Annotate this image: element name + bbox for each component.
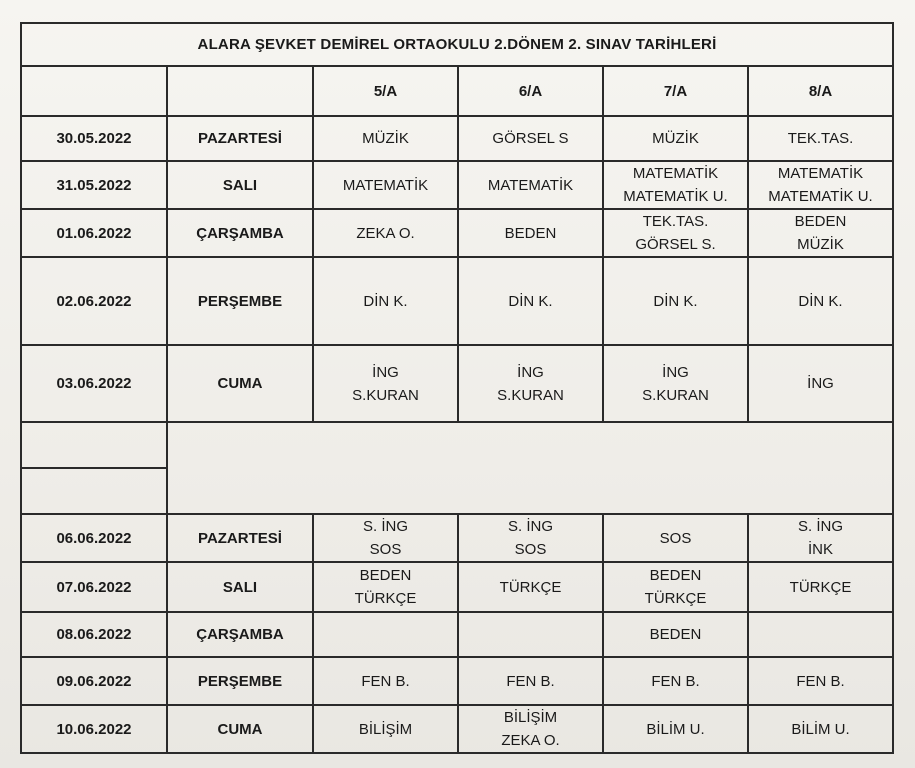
class-header-6a: 6/A	[458, 66, 603, 116]
subject-name: SOS	[514, 541, 547, 558]
subject-name: S. İNG	[797, 518, 843, 535]
weekday-cell: ÇARŞAMBA	[167, 209, 313, 257]
schedule-row	[21, 209, 893, 257]
subject-cell-5-a	[313, 705, 458, 753]
exam-date-cell: 31.05.2022	[21, 161, 167, 209]
subject-name: BİLİŞİM	[503, 709, 558, 726]
exam-date-cell: 02.06.2022	[21, 257, 167, 345]
subject-name: MATEMATİK U.	[623, 188, 728, 205]
subject-name: MATEMATİK U.	[768, 188, 873, 205]
subject-name: ZEKA O.	[356, 224, 415, 242]
subject-name: TÜRKÇE	[354, 590, 417, 607]
subject-name: BEDEN	[649, 567, 702, 584]
subject-cell-7-a	[603, 657, 748, 705]
weekday-cell: PERŞEMBE	[167, 657, 313, 705]
subject-cell-7-a	[603, 514, 748, 562]
subject-cell-8-a	[748, 612, 893, 657]
subject-name: FEN B.	[651, 672, 700, 690]
subject-name: TEK.TAS.	[787, 130, 854, 147]
subject-cell-6-a	[458, 514, 603, 562]
class-header-7a: 7/A	[603, 66, 748, 116]
schedule-row	[21, 257, 893, 345]
subject-cell-7-a	[603, 345, 748, 422]
subject-cell-7-a	[603, 116, 748, 161]
subject-cell-5-a	[313, 612, 458, 657]
subject-cell-8-a	[748, 657, 893, 705]
subject-name: MÜZİK	[362, 130, 409, 147]
subject-name: MÜZİK	[652, 130, 699, 147]
subject-name: S.KURAN	[642, 386, 709, 404]
subject-name: BİLİŞİM	[358, 720, 413, 738]
weekday-cell: CUMA	[167, 345, 313, 422]
subject-name: BEDEN	[504, 224, 557, 242]
subject-name: SOS	[659, 529, 692, 547]
subject-name: BİLİM U.	[791, 720, 850, 738]
exam-date-cell: 08.06.2022	[21, 612, 167, 657]
exam-date-cell: 03.06.2022	[21, 345, 167, 422]
subject-cell-8-a	[748, 161, 893, 209]
exam-schedule-table	[20, 22, 894, 754]
subject-name: BEDEN	[794, 213, 847, 230]
weekday-cell: CUMA	[167, 705, 313, 753]
subject-cell-6-a	[458, 116, 603, 161]
class-header-5a: 5/A	[313, 66, 458, 116]
subject-name: FEN B.	[361, 672, 410, 690]
subject-name: TÜRKÇE	[499, 578, 562, 596]
subject-cell-5-a	[313, 161, 458, 209]
subject-name: TEK.TAS.	[642, 213, 709, 230]
subject-name: S.KURAN	[352, 386, 419, 404]
subject-name: FEN B.	[506, 672, 555, 690]
subject-cell-5-a	[313, 257, 458, 345]
subject-name: GÖRSEL S.	[635, 236, 716, 253]
subject-name: İNG	[517, 363, 544, 381]
weekday-cell: ÇARŞAMBA	[167, 612, 313, 657]
subject-name: MATEMATİK	[487, 176, 574, 194]
schedule-row	[21, 562, 893, 612]
subject-cell-7-a	[603, 161, 748, 209]
weekday-cell: SALI	[167, 562, 313, 612]
schedule-title: ALARA ŞEVKET DEMİREL ORTAOKULU 2.DÖNEM 2. SINAV TARİHLERİ	[21, 23, 893, 66]
subject-name: FEN B.	[796, 672, 845, 690]
subject-cell-7-a	[603, 257, 748, 345]
subject-name: ZEKA O.	[501, 732, 560, 749]
subject-cell-6-a	[458, 209, 603, 257]
subject-cell-6-a	[458, 612, 603, 657]
header-row	[21, 66, 893, 116]
subject-cell-6-a	[458, 257, 603, 345]
weekday-cell: SALI	[167, 161, 313, 209]
subject-cell-5-a	[313, 657, 458, 705]
exam-date-cell: 10.06.2022	[21, 705, 167, 753]
subject-cell-5-a	[313, 514, 458, 562]
subject-name: BEDEN	[649, 626, 702, 643]
subject-name: İNG	[372, 363, 399, 381]
schedule-row	[21, 657, 893, 705]
subject-cell-7-a	[603, 705, 748, 753]
subject-cell-8-a	[748, 257, 893, 345]
header-empty-cell	[21, 66, 167, 116]
subject-name: MATEMATİK	[342, 176, 429, 194]
subject-cell-6-a	[458, 705, 603, 753]
subject-name: DİN K.	[508, 292, 553, 310]
subject-cell-6-a	[458, 657, 603, 705]
weekday-cell: PAZARTESİ	[167, 116, 313, 161]
subject-cell-8-a	[748, 116, 893, 161]
subject-name: MÜZİK	[797, 236, 844, 253]
title-row	[21, 23, 893, 66]
exam-date-cell: 06.06.2022	[21, 514, 167, 562]
subject-name: DİN K.	[653, 292, 698, 310]
subject-name: BİLİM U.	[646, 720, 705, 738]
subject-cell-5-a	[313, 345, 458, 422]
subject-name: MATEMATİK	[777, 165, 864, 182]
subject-name: TÜRKÇE	[644, 590, 707, 607]
subject-cell-7-a	[603, 562, 748, 612]
empty-separator-row	[21, 422, 893, 468]
subject-name: İNG	[807, 375, 834, 392]
subject-cell-6-a	[458, 345, 603, 422]
empty-cell	[21, 422, 167, 468]
subject-cell-7-a	[603, 612, 748, 657]
subject-cell-8-a	[748, 562, 893, 612]
subject-name: İNK	[807, 541, 833, 558]
exam-date-cell: 30.05.2022	[21, 116, 167, 161]
subject-cell-5-a	[313, 562, 458, 612]
schedule-row	[21, 161, 893, 209]
subject-name: SOS	[369, 541, 402, 558]
subject-name: BEDEN	[359, 567, 412, 584]
header-empty-cell	[167, 66, 313, 116]
schedule-row	[21, 116, 893, 161]
exam-date-cell: 01.06.2022	[21, 209, 167, 257]
subject-name: DİN K.	[798, 292, 843, 310]
schedule-row	[21, 514, 893, 562]
weekday-cell: PAZARTESİ	[167, 514, 313, 562]
subject-name: DİN K.	[363, 292, 408, 310]
subject-name: S. İNG	[507, 518, 553, 535]
subject-name: TÜRKÇE	[789, 578, 852, 596]
subject-name: İNG	[662, 363, 689, 381]
weekday-cell: PERŞEMBE	[167, 257, 313, 345]
subject-name: GÖRSEL S	[492, 130, 569, 147]
subject-name: MATEMATİK	[632, 165, 719, 182]
empty-merged-cell	[167, 422, 893, 514]
schedule-row	[21, 345, 893, 422]
subject-cell-5-a	[313, 209, 458, 257]
subject-cell-8-a	[748, 705, 893, 753]
subject-cell-8-a	[748, 514, 893, 562]
exam-date-cell: 07.06.2022	[21, 562, 167, 612]
schedule-row	[21, 705, 893, 753]
schedule-row	[21, 612, 893, 657]
exam-date-cell: 09.06.2022	[21, 657, 167, 705]
subject-cell-6-a	[458, 562, 603, 612]
subject-cell-7-a	[603, 209, 748, 257]
subject-name: S. İNG	[362, 518, 408, 535]
class-header-8a: 8/A	[748, 66, 893, 116]
subject-cell-6-a	[458, 161, 603, 209]
empty-cell	[21, 468, 167, 514]
subject-cell-8-a	[748, 345, 893, 422]
subject-name: S.KURAN	[497, 386, 564, 404]
subject-cell-5-a	[313, 116, 458, 161]
subject-cell-8-a	[748, 209, 893, 257]
